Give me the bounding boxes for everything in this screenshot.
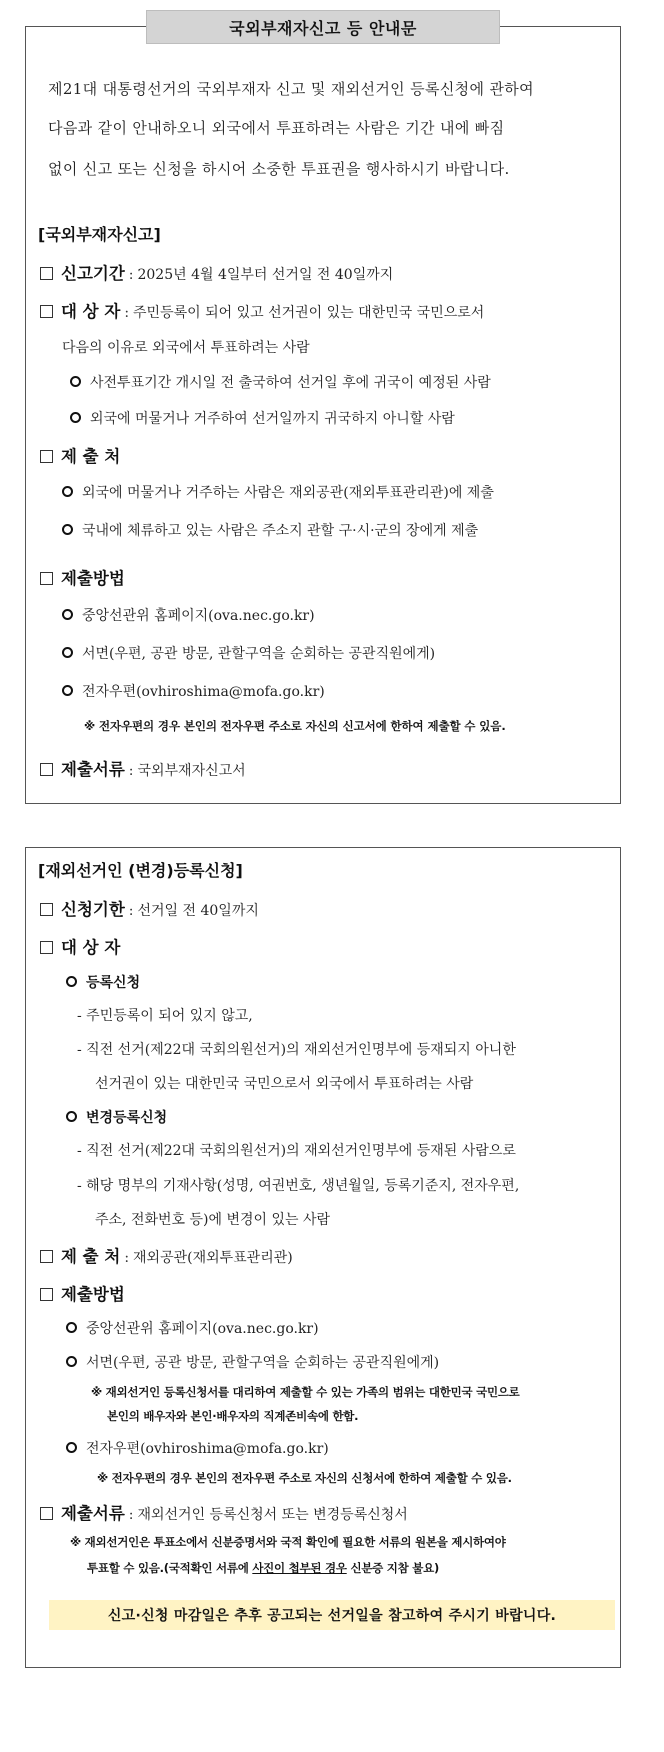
checkbox-square-icon bbox=[40, 941, 53, 954]
page-title: 국외부재자신고 등 안내문 bbox=[146, 10, 500, 44]
circle-bullet-icon bbox=[62, 486, 73, 497]
circle-bullet-icon bbox=[70, 412, 81, 423]
s2-docs-note-1: ※ 재외선거인은 투표소에서 신분증명서와 국적 확인에 필요한 서류의 원본을 제시하여야 bbox=[70, 1535, 506, 1549]
s2-method-item: 전자우편(ovhiroshima@mofa.go.kr) bbox=[66, 1438, 329, 1458]
s2-reg-item: - 주민등록이 되어 있지 않고, bbox=[77, 1008, 253, 1024]
circle-bullet-icon bbox=[62, 647, 73, 658]
checkbox-square-icon bbox=[40, 1507, 53, 1520]
s1-period-value: 2025년 4월 4일부터 선거일 전 40일까지 bbox=[137, 267, 394, 283]
s1-method-item: 중앙선관위 홈페이지(ova.nec.go.kr) bbox=[62, 605, 315, 625]
s1-submit-to-label: 제 출 처 bbox=[61, 447, 121, 466]
s2-email-note: ※ 전자우편의 경우 본인의 전자우편 주소로 자신의 신청서에 한하여 제출할 수 있음. bbox=[97, 1471, 512, 1485]
s2-reg-item: 선거권이 있는 대한민국 국민으로서 외국에서 투표하려는 사람 bbox=[95, 1076, 474, 1092]
s2-written-note-1: ※ 재외선거인 등록신청서를 대리하여 제출할 수 있는 가족의 범위는 대한민국 국민으로 bbox=[91, 1385, 520, 1399]
s1-docs-row: 제출서류 : 국외부재자신고서 bbox=[40, 756, 246, 780]
s2-submit-to-value: 재외공관(재외투표관리관) bbox=[133, 1250, 293, 1266]
s2-method-row bbox=[40, 1281, 125, 1305]
s2-change-heading: 변경등록신청 bbox=[66, 1107, 167, 1127]
s2-target-label: 대 상 자 bbox=[61, 938, 121, 957]
circle-bullet-icon bbox=[62, 524, 73, 535]
checkbox-square-icon bbox=[40, 763, 53, 776]
checkbox-square-icon bbox=[40, 450, 53, 463]
s2-written-note-2: 본인의 배우자와 본인·배우자의 직계존비속에 한함. bbox=[107, 1409, 359, 1423]
circle-bullet-icon bbox=[66, 1442, 77, 1453]
checkbox-square-icon bbox=[40, 305, 53, 318]
s2-method-item: 서면(우편, 공관 방문, 관할구역을 순회하는 공관직원에게) bbox=[66, 1352, 439, 1372]
s2-submit-to-row: 제 출 처 : 재외공관(재외투표관리관) bbox=[40, 1243, 293, 1267]
circle-bullet-icon bbox=[66, 1111, 77, 1122]
s1-period-label: 신고기간 bbox=[61, 264, 125, 283]
circle-bullet-icon bbox=[66, 1356, 77, 1367]
deadline-notice: 신고·신청 마감일은 추후 공고되는 선거일을 참고하여 주시기 바랍니다. bbox=[49, 1600, 615, 1630]
s2-docs-row: 제출서류 : 재외선거인 등록신청서 또는 변경등록신청서 bbox=[40, 1500, 408, 1524]
circle-bullet-icon bbox=[70, 376, 81, 387]
s2-method-item: 중앙선관위 홈페이지(ova.nec.go.kr) bbox=[66, 1318, 319, 1338]
circle-bullet-icon bbox=[62, 609, 73, 620]
s1-method-row bbox=[40, 565, 125, 589]
s1-submit-to-item: 국내에 체류하고 있는 사람은 주소지 관할 구·시·군의 장에게 제출 bbox=[62, 520, 478, 540]
intro-line-3: 없이 신고 또는 신청을 하시어 소중한 투표권을 행사하시기 바랍니다. bbox=[48, 160, 510, 178]
s1-submit-to-row bbox=[40, 443, 120, 467]
s2-period-row: 신청기한 : 선거일 전 40일까지 bbox=[40, 896, 259, 920]
checkbox-square-icon bbox=[40, 1250, 53, 1263]
photo-attached-underline: 사진이 첩부된 경우 bbox=[252, 1561, 347, 1575]
s1-docs-label: 제출서류 bbox=[61, 760, 125, 779]
s1-period-row: 신고기간 : 2025년 4월 4일부터 선거일 전 40일까지 bbox=[40, 260, 393, 284]
s2-change-item: 주소, 전화번호 등)에 변경이 있는 사람 bbox=[95, 1212, 331, 1228]
s1-target-line-1: 주민등록이 되어 있고 선거권이 있는 대한민국 국민으로서 bbox=[133, 305, 485, 321]
s2-change-item: - 직전 선거(제22대 국회의원선거)의 재외선거인명부에 등재된 사람으로 bbox=[77, 1143, 516, 1159]
s2-target-row bbox=[40, 934, 120, 958]
s1-target-line-2: 다음의 이유로 외국에서 투표하려는 사람 bbox=[62, 340, 310, 356]
s1-target-item: 외국에 머물거나 거주하여 선거일까지 귀국하지 아니할 사람 bbox=[70, 408, 455, 428]
s1-method-note: ※ 전자우편의 경우 본인의 전자우편 주소로 자신의 신고서에 한하여 제출할 수 있음. bbox=[84, 719, 506, 733]
circle-bullet-icon bbox=[62, 685, 73, 696]
checkbox-square-icon bbox=[40, 572, 53, 585]
checkbox-square-icon bbox=[40, 903, 53, 916]
intro-line-1: 제21대 대통령선거의 국외부재자 신고 및 재외선거인 등록신청에 관하여 bbox=[48, 80, 534, 98]
s1-method-item: 전자우편(ovhiroshima@mofa.go.kr) bbox=[62, 681, 325, 701]
s2-docs-value: 재외선거인 등록신청서 또는 변경등록신청서 bbox=[137, 1507, 408, 1523]
checkbox-square-icon bbox=[40, 1288, 53, 1301]
section-2-heading: [재외선거인 (변경)등록신청] bbox=[38, 861, 243, 880]
s1-method-label: 제출방법 bbox=[61, 569, 125, 588]
s2-docs-note-2: 투표할 수 있음.(국적확인 서류에 사진이 첩부된 경우 신분증 지참 불요) bbox=[87, 1561, 439, 1575]
s2-reg-item: - 직전 선거(제22대 국회의원선거)의 재외선거인명부에 등재되지 아니한 bbox=[77, 1042, 516, 1058]
s1-method-item: 서면(우편, 공관 방문, 관할구역을 순회하는 공관직원에게) bbox=[62, 643, 435, 663]
s2-submit-to-label: 제 출 처 bbox=[61, 1247, 121, 1266]
s1-target-item: 사전투표기간 개시일 전 출국하여 선거일 후에 귀국이 예정된 사람 bbox=[70, 372, 491, 392]
s1-submit-to-item: 외국에 머물거나 거주하는 사람은 재외공관(재외투표관리관)에 제출 bbox=[62, 482, 494, 502]
s2-period-label: 신청기한 bbox=[61, 900, 125, 919]
s1-target-row: 대 상 자 : 주민등록이 되어 있고 선거권이 있는 대한민국 국민으로서 bbox=[40, 298, 484, 322]
s2-method-label: 제출방법 bbox=[61, 1285, 125, 1304]
s2-docs-label: 제출서류 bbox=[61, 1504, 125, 1523]
section-1-heading: [국외부재자신고] bbox=[38, 225, 161, 244]
s2-change-item: - 해당 명부의 기재사항(성명, 여권번호, 생년월일, 등록기준지, 전자우편, bbox=[77, 1178, 520, 1194]
s2-period-value: 선거일 전 40일까지 bbox=[137, 903, 259, 919]
circle-bullet-icon bbox=[66, 1322, 77, 1333]
s1-target-label: 대 상 자 bbox=[61, 302, 121, 321]
intro-line-2: 다음과 같이 안내하오니 외국에서 투표하려는 사람은 기간 내에 빠짐 bbox=[48, 119, 505, 137]
circle-bullet-icon bbox=[66, 976, 77, 987]
s1-docs-value: 국외부재자신고서 bbox=[137, 763, 246, 779]
s2-reg-heading: 등록신청 bbox=[66, 972, 140, 992]
checkbox-square-icon bbox=[40, 267, 53, 280]
